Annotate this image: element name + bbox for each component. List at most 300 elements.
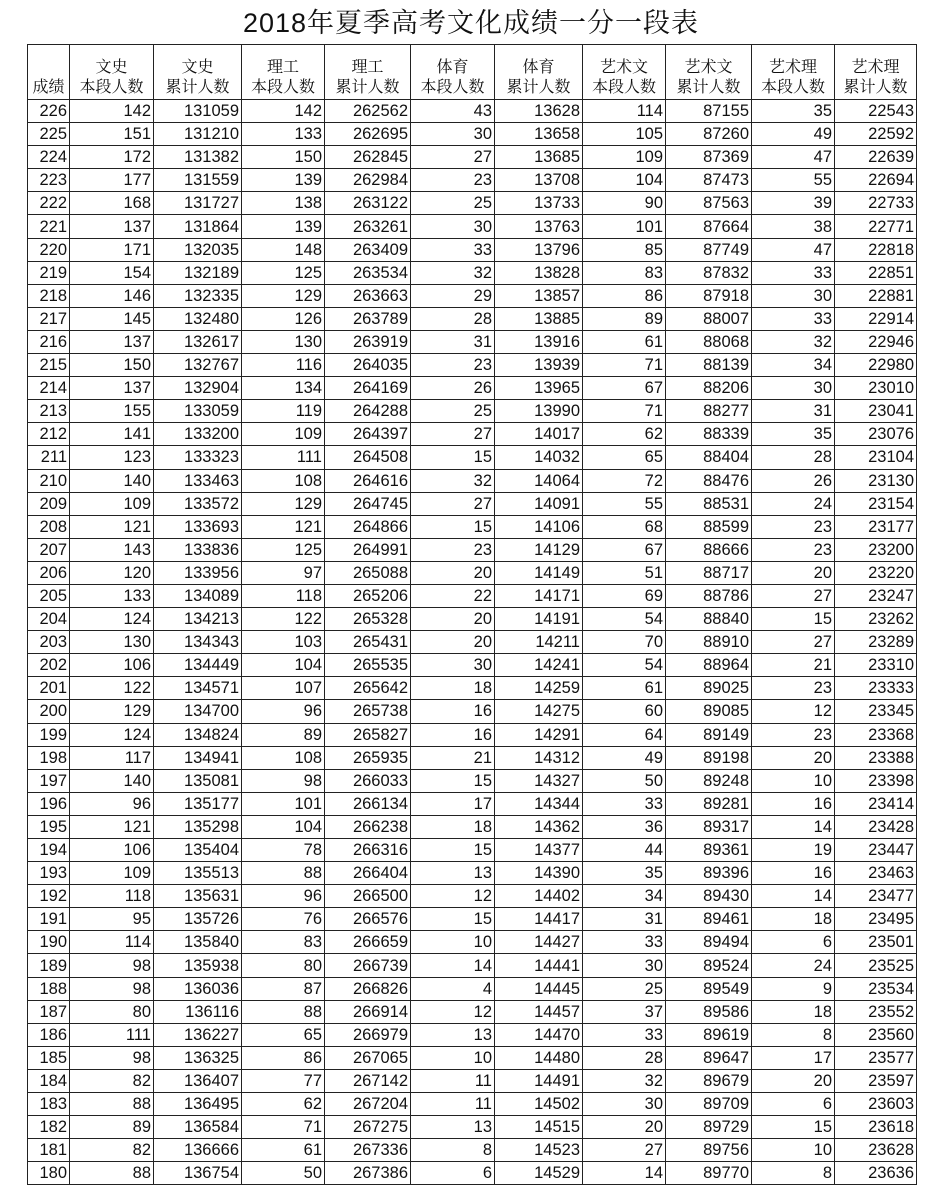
table-cell: 125 bbox=[242, 261, 325, 284]
score-cell: 181 bbox=[28, 1139, 70, 1162]
score-cell: 208 bbox=[28, 515, 70, 538]
table-cell: 10 bbox=[411, 1046, 495, 1069]
table-row bbox=[28, 885, 917, 908]
table-cell: 23414 bbox=[835, 792, 917, 815]
table-row bbox=[28, 608, 917, 631]
table-cell: 89756 bbox=[666, 1139, 752, 1162]
table-cell: 132767 bbox=[154, 354, 242, 377]
table-cell: 23220 bbox=[835, 561, 917, 584]
table-cell: 264745 bbox=[325, 492, 411, 515]
table-cell: 49 bbox=[752, 123, 835, 146]
column-header-line2: 成绩 bbox=[32, 77, 65, 96]
table-cell: 133 bbox=[242, 123, 325, 146]
table-cell: 89 bbox=[583, 307, 666, 330]
table-cell: 14 bbox=[752, 815, 835, 838]
table-cell: 139 bbox=[242, 215, 325, 238]
table-row bbox=[28, 1023, 917, 1046]
table-cell: 26 bbox=[411, 377, 495, 400]
column-header-line2: 累计人数 bbox=[843, 77, 908, 96]
score-table bbox=[27, 44, 917, 1185]
column-header-line1: 文史 bbox=[95, 57, 128, 76]
table-row bbox=[28, 1000, 917, 1023]
column-header bbox=[666, 45, 752, 100]
table-cell: 19 bbox=[752, 839, 835, 862]
table-cell: 13658 bbox=[495, 123, 583, 146]
table-row bbox=[28, 677, 917, 700]
table-cell: 37 bbox=[583, 1000, 666, 1023]
table-cell: 264169 bbox=[325, 377, 411, 400]
table-cell: 124 bbox=[70, 608, 154, 631]
table-cell: 23495 bbox=[835, 908, 917, 931]
table-cell: 129 bbox=[242, 492, 325, 515]
table-cell: 61 bbox=[242, 1139, 325, 1162]
table-cell: 172 bbox=[70, 146, 154, 169]
table-row bbox=[28, 400, 917, 423]
table-row bbox=[28, 1116, 917, 1139]
table-cell: 30 bbox=[411, 123, 495, 146]
table-cell: 23333 bbox=[835, 677, 917, 700]
table-row bbox=[28, 423, 917, 446]
table-cell: 31 bbox=[411, 330, 495, 353]
table-row bbox=[28, 307, 917, 330]
table-cell: 266316 bbox=[325, 839, 411, 862]
table-cell: 264397 bbox=[325, 423, 411, 446]
table-cell: 89709 bbox=[666, 1093, 752, 1116]
column-header-line1: 艺术文 bbox=[599, 57, 648, 76]
table-cell: 89317 bbox=[666, 815, 752, 838]
table-cell: 96 bbox=[70, 792, 154, 815]
table-cell: 20 bbox=[411, 561, 495, 584]
table-cell: 18 bbox=[411, 815, 495, 838]
table-cell: 30 bbox=[583, 1093, 666, 1116]
table-cell: 68 bbox=[583, 515, 666, 538]
column-header-line1: 理工 bbox=[351, 57, 384, 76]
table-cell: 23 bbox=[752, 677, 835, 700]
table-cell: 23104 bbox=[835, 446, 917, 469]
table-cell: 50 bbox=[242, 1162, 325, 1185]
table-cell: 103 bbox=[242, 631, 325, 654]
table-cell: 14523 bbox=[495, 1139, 583, 1162]
table-cell: 22 bbox=[411, 584, 495, 607]
table-cell: 131727 bbox=[154, 192, 242, 215]
table-cell: 133836 bbox=[154, 538, 242, 561]
table-cell: 30 bbox=[583, 954, 666, 977]
table-cell: 140 bbox=[70, 469, 154, 492]
table-cell: 35 bbox=[583, 862, 666, 885]
table-cell: 13939 bbox=[495, 354, 583, 377]
table-cell: 142 bbox=[242, 100, 325, 123]
table-cell: 123 bbox=[70, 446, 154, 469]
table-cell: 137 bbox=[70, 215, 154, 238]
table-row bbox=[28, 954, 917, 977]
table-cell: 265642 bbox=[325, 677, 411, 700]
table-cell: 27 bbox=[752, 584, 835, 607]
table-cell: 132480 bbox=[154, 307, 242, 330]
table-cell: 87473 bbox=[666, 169, 752, 192]
table-row bbox=[28, 1046, 917, 1069]
table-cell: 89729 bbox=[666, 1116, 752, 1139]
table-cell: 16 bbox=[752, 862, 835, 885]
score-cell: 203 bbox=[28, 631, 70, 654]
table-cell: 54 bbox=[583, 654, 666, 677]
table-cell: 23130 bbox=[835, 469, 917, 492]
table-row bbox=[28, 446, 917, 469]
table-cell: 18 bbox=[752, 1000, 835, 1023]
table-cell: 31 bbox=[583, 908, 666, 931]
table-cell: 89025 bbox=[666, 677, 752, 700]
table-cell: 22818 bbox=[835, 238, 917, 261]
table-cell: 150 bbox=[70, 354, 154, 377]
table-cell: 22694 bbox=[835, 169, 917, 192]
score-cell: 224 bbox=[28, 146, 70, 169]
table-cell: 96 bbox=[242, 885, 325, 908]
table-row bbox=[28, 977, 917, 1000]
table-cell: 141 bbox=[70, 423, 154, 446]
table-cell: 55 bbox=[583, 492, 666, 515]
table-cell: 28 bbox=[752, 446, 835, 469]
table-cell: 150 bbox=[242, 146, 325, 169]
table-cell: 89549 bbox=[666, 977, 752, 1000]
table-cell: 88404 bbox=[666, 446, 752, 469]
table-cell: 263919 bbox=[325, 330, 411, 353]
table-cell: 33 bbox=[583, 1023, 666, 1046]
table-cell: 121 bbox=[70, 815, 154, 838]
table-cell: 23262 bbox=[835, 608, 917, 631]
table-cell: 23289 bbox=[835, 631, 917, 654]
column-header-line2: 累计人数 bbox=[676, 77, 741, 96]
table-cell: 88 bbox=[70, 1162, 154, 1185]
table-row bbox=[28, 1162, 917, 1185]
table-cell: 98 bbox=[70, 954, 154, 977]
table-cell: 14457 bbox=[495, 1000, 583, 1023]
column-header-line2: 本段人数 bbox=[79, 77, 144, 96]
table-cell: 138 bbox=[242, 192, 325, 215]
score-cell: 190 bbox=[28, 931, 70, 954]
table-cell: 33 bbox=[752, 261, 835, 284]
table-cell: 61 bbox=[583, 677, 666, 700]
table-cell: 77 bbox=[242, 1069, 325, 1092]
table-cell: 263409 bbox=[325, 238, 411, 261]
table-cell: 14390 bbox=[495, 862, 583, 885]
table-cell: 20 bbox=[752, 1069, 835, 1092]
table-cell: 88007 bbox=[666, 307, 752, 330]
score-cell: 195 bbox=[28, 815, 70, 838]
table-cell: 22881 bbox=[835, 284, 917, 307]
table-cell: 21 bbox=[411, 746, 495, 769]
score-cell: 214 bbox=[28, 377, 70, 400]
table-cell: 23636 bbox=[835, 1162, 917, 1185]
table-cell: 29 bbox=[411, 284, 495, 307]
column-header-line2: 累计人数 bbox=[165, 77, 230, 96]
table-cell: 22980 bbox=[835, 354, 917, 377]
table-cell: 133200 bbox=[154, 423, 242, 446]
score-cell: 206 bbox=[28, 561, 70, 584]
table-cell: 132335 bbox=[154, 284, 242, 307]
table-cell: 65 bbox=[583, 446, 666, 469]
table-cell: 134089 bbox=[154, 584, 242, 607]
score-cell: 196 bbox=[28, 792, 70, 815]
table-cell: 118 bbox=[242, 584, 325, 607]
table-cell: 87369 bbox=[666, 146, 752, 169]
table-cell: 8 bbox=[752, 1162, 835, 1185]
table-cell: 266739 bbox=[325, 954, 411, 977]
table-cell: 88206 bbox=[666, 377, 752, 400]
score-cell: 198 bbox=[28, 746, 70, 769]
score-cell: 219 bbox=[28, 261, 70, 284]
table-cell: 22914 bbox=[835, 307, 917, 330]
table-cell: 89248 bbox=[666, 769, 752, 792]
table-cell: 14529 bbox=[495, 1162, 583, 1185]
table-cell: 23501 bbox=[835, 931, 917, 954]
table-cell: 15 bbox=[411, 839, 495, 862]
table-cell: 140 bbox=[70, 769, 154, 792]
table-cell: 13828 bbox=[495, 261, 583, 284]
table-row bbox=[28, 815, 917, 838]
column-header-score bbox=[28, 45, 70, 100]
table-cell: 121 bbox=[70, 515, 154, 538]
table-cell: 89524 bbox=[666, 954, 752, 977]
column-header-line1: 文史 bbox=[181, 57, 214, 76]
table-cell: 83 bbox=[583, 261, 666, 284]
table-row bbox=[28, 723, 917, 746]
table-cell: 142 bbox=[70, 100, 154, 123]
table-cell: 22733 bbox=[835, 192, 917, 215]
table-cell: 117 bbox=[70, 746, 154, 769]
table-cell: 27 bbox=[411, 146, 495, 169]
table-body bbox=[28, 100, 917, 1185]
table-cell: 35 bbox=[752, 423, 835, 446]
column-header bbox=[154, 45, 242, 100]
table-cell: 266979 bbox=[325, 1023, 411, 1046]
table-cell: 101 bbox=[242, 792, 325, 815]
table-cell: 31 bbox=[752, 400, 835, 423]
score-cell: 221 bbox=[28, 215, 70, 238]
table-row bbox=[28, 931, 917, 954]
table-cell: 267142 bbox=[325, 1069, 411, 1092]
table-cell: 54 bbox=[583, 608, 666, 631]
table-cell: 13 bbox=[411, 1023, 495, 1046]
table-cell: 14312 bbox=[495, 746, 583, 769]
table-cell: 121 bbox=[242, 515, 325, 538]
table-cell: 23428 bbox=[835, 815, 917, 838]
table-row bbox=[28, 631, 917, 654]
table-cell: 125 bbox=[242, 538, 325, 561]
table-cell: 264288 bbox=[325, 400, 411, 423]
score-cell: 184 bbox=[28, 1069, 70, 1092]
table-cell: 87918 bbox=[666, 284, 752, 307]
table-cell: 20 bbox=[411, 608, 495, 631]
table-cell: 25 bbox=[583, 977, 666, 1000]
table-cell: 108 bbox=[242, 746, 325, 769]
table-cell: 155 bbox=[70, 400, 154, 423]
table-cell: 137 bbox=[70, 377, 154, 400]
table-cell: 14171 bbox=[495, 584, 583, 607]
table-cell: 24 bbox=[752, 954, 835, 977]
table-cell: 129 bbox=[70, 700, 154, 723]
table-cell: 87155 bbox=[666, 100, 752, 123]
table-cell: 133572 bbox=[154, 492, 242, 515]
table-cell: 87 bbox=[242, 977, 325, 1000]
table-cell: 23525 bbox=[835, 954, 917, 977]
table-cell: 131210 bbox=[154, 123, 242, 146]
table-cell: 27 bbox=[752, 631, 835, 654]
table-cell: 133323 bbox=[154, 446, 242, 469]
table-cell: 267386 bbox=[325, 1162, 411, 1185]
table-header-row bbox=[28, 45, 917, 100]
table-cell: 134449 bbox=[154, 654, 242, 677]
table-cell: 133463 bbox=[154, 469, 242, 492]
table-cell: 88277 bbox=[666, 400, 752, 423]
table-cell: 109 bbox=[242, 423, 325, 446]
table-cell: 23398 bbox=[835, 769, 917, 792]
score-cell: 187 bbox=[28, 1000, 70, 1023]
table-cell: 87563 bbox=[666, 192, 752, 215]
column-header bbox=[583, 45, 666, 100]
table-row bbox=[28, 700, 917, 723]
table-cell: 89461 bbox=[666, 908, 752, 931]
table-cell: 22851 bbox=[835, 261, 917, 284]
table-cell: 6 bbox=[752, 931, 835, 954]
table-cell: 104 bbox=[583, 169, 666, 192]
table-cell: 177 bbox=[70, 169, 154, 192]
table-cell: 14241 bbox=[495, 654, 583, 677]
table-cell: 43 bbox=[411, 100, 495, 123]
table-cell: 266914 bbox=[325, 1000, 411, 1023]
table-cell: 80 bbox=[242, 954, 325, 977]
table-cell: 124 bbox=[70, 723, 154, 746]
table-cell: 13 bbox=[411, 1116, 495, 1139]
table-cell: 71 bbox=[242, 1116, 325, 1139]
table-cell: 23603 bbox=[835, 1093, 917, 1116]
table-cell: 16 bbox=[752, 792, 835, 815]
table-cell: 50 bbox=[583, 769, 666, 792]
table-cell: 24 bbox=[752, 492, 835, 515]
table-cell: 44 bbox=[583, 839, 666, 862]
column-header-line1: 体育 bbox=[522, 57, 555, 76]
table-row bbox=[28, 538, 917, 561]
table-cell: 265088 bbox=[325, 561, 411, 584]
table-cell: 70 bbox=[583, 631, 666, 654]
table-cell: 76 bbox=[242, 908, 325, 931]
table-cell: 133059 bbox=[154, 400, 242, 423]
table-cell: 266033 bbox=[325, 769, 411, 792]
table-cell: 25 bbox=[411, 400, 495, 423]
table-cell: 134700 bbox=[154, 700, 242, 723]
table-cell: 88599 bbox=[666, 515, 752, 538]
score-cell: 220 bbox=[28, 238, 70, 261]
score-cell: 204 bbox=[28, 608, 70, 631]
table-cell: 116 bbox=[242, 354, 325, 377]
table-cell: 15 bbox=[752, 1116, 835, 1139]
table-cell: 22592 bbox=[835, 123, 917, 146]
table-cell: 88139 bbox=[666, 354, 752, 377]
table-cell: 88666 bbox=[666, 538, 752, 561]
table-cell: 33 bbox=[583, 792, 666, 815]
column-header bbox=[411, 45, 495, 100]
table-cell: 23 bbox=[752, 515, 835, 538]
table-cell: 135081 bbox=[154, 769, 242, 792]
table-cell: 266404 bbox=[325, 862, 411, 885]
table-row bbox=[28, 839, 917, 862]
table-cell: 14106 bbox=[495, 515, 583, 538]
table-row bbox=[28, 561, 917, 584]
table-cell: 33 bbox=[583, 931, 666, 954]
table-cell: 14291 bbox=[495, 723, 583, 746]
table-cell: 89396 bbox=[666, 862, 752, 885]
table-cell: 34 bbox=[752, 354, 835, 377]
table-cell: 135631 bbox=[154, 885, 242, 908]
table-cell: 23628 bbox=[835, 1139, 917, 1162]
table-cell: 14344 bbox=[495, 792, 583, 815]
table-cell: 265206 bbox=[325, 584, 411, 607]
table-cell: 136116 bbox=[154, 1000, 242, 1023]
table-cell: 89430 bbox=[666, 885, 752, 908]
table-cell: 47 bbox=[752, 146, 835, 169]
table-cell: 122 bbox=[70, 677, 154, 700]
table-cell: 67 bbox=[583, 377, 666, 400]
table-cell: 4 bbox=[411, 977, 495, 1000]
score-cell: 217 bbox=[28, 307, 70, 330]
table-cell: 88531 bbox=[666, 492, 752, 515]
table-cell: 154 bbox=[70, 261, 154, 284]
table-cell: 14445 bbox=[495, 977, 583, 1000]
table-cell: 21 bbox=[752, 654, 835, 677]
table-cell: 130 bbox=[70, 631, 154, 654]
table-cell: 89586 bbox=[666, 1000, 752, 1023]
table-row bbox=[28, 769, 917, 792]
table-cell: 14149 bbox=[495, 561, 583, 584]
table-cell: 27 bbox=[411, 423, 495, 446]
table-cell: 266500 bbox=[325, 885, 411, 908]
table-cell: 18 bbox=[752, 908, 835, 931]
score-cell: 188 bbox=[28, 977, 70, 1000]
table-row bbox=[28, 792, 917, 815]
score-cell: 218 bbox=[28, 284, 70, 307]
table-row bbox=[28, 515, 917, 538]
table-cell: 27 bbox=[411, 492, 495, 515]
table-cell: 23 bbox=[411, 169, 495, 192]
table-cell: 9 bbox=[752, 977, 835, 1000]
score-cell: 223 bbox=[28, 169, 70, 192]
score-cell: 180 bbox=[28, 1162, 70, 1185]
table-cell: 13885 bbox=[495, 307, 583, 330]
column-header-line1: 艺术文 bbox=[684, 57, 733, 76]
table-cell: 38 bbox=[752, 215, 835, 238]
table-cell: 265935 bbox=[325, 746, 411, 769]
table-cell: 87260 bbox=[666, 123, 752, 146]
table-cell: 14515 bbox=[495, 1116, 583, 1139]
column-header-line2: 本段人数 bbox=[760, 77, 825, 96]
table-cell: 13733 bbox=[495, 192, 583, 215]
column-header bbox=[752, 45, 835, 100]
table-cell: 87664 bbox=[666, 215, 752, 238]
table-cell: 88910 bbox=[666, 631, 752, 654]
score-cell: 194 bbox=[28, 839, 70, 862]
table-cell: 23 bbox=[752, 538, 835, 561]
table-cell: 135840 bbox=[154, 931, 242, 954]
table-cell: 23618 bbox=[835, 1116, 917, 1139]
table-cell: 88476 bbox=[666, 469, 752, 492]
table-cell: 14 bbox=[752, 885, 835, 908]
table-cell: 55 bbox=[752, 169, 835, 192]
table-cell: 13990 bbox=[495, 400, 583, 423]
table-cell: 266576 bbox=[325, 908, 411, 931]
table-cell: 136754 bbox=[154, 1162, 242, 1185]
table-cell: 266659 bbox=[325, 931, 411, 954]
table-cell: 263122 bbox=[325, 192, 411, 215]
table-cell: 47 bbox=[752, 238, 835, 261]
table-cell: 264035 bbox=[325, 354, 411, 377]
